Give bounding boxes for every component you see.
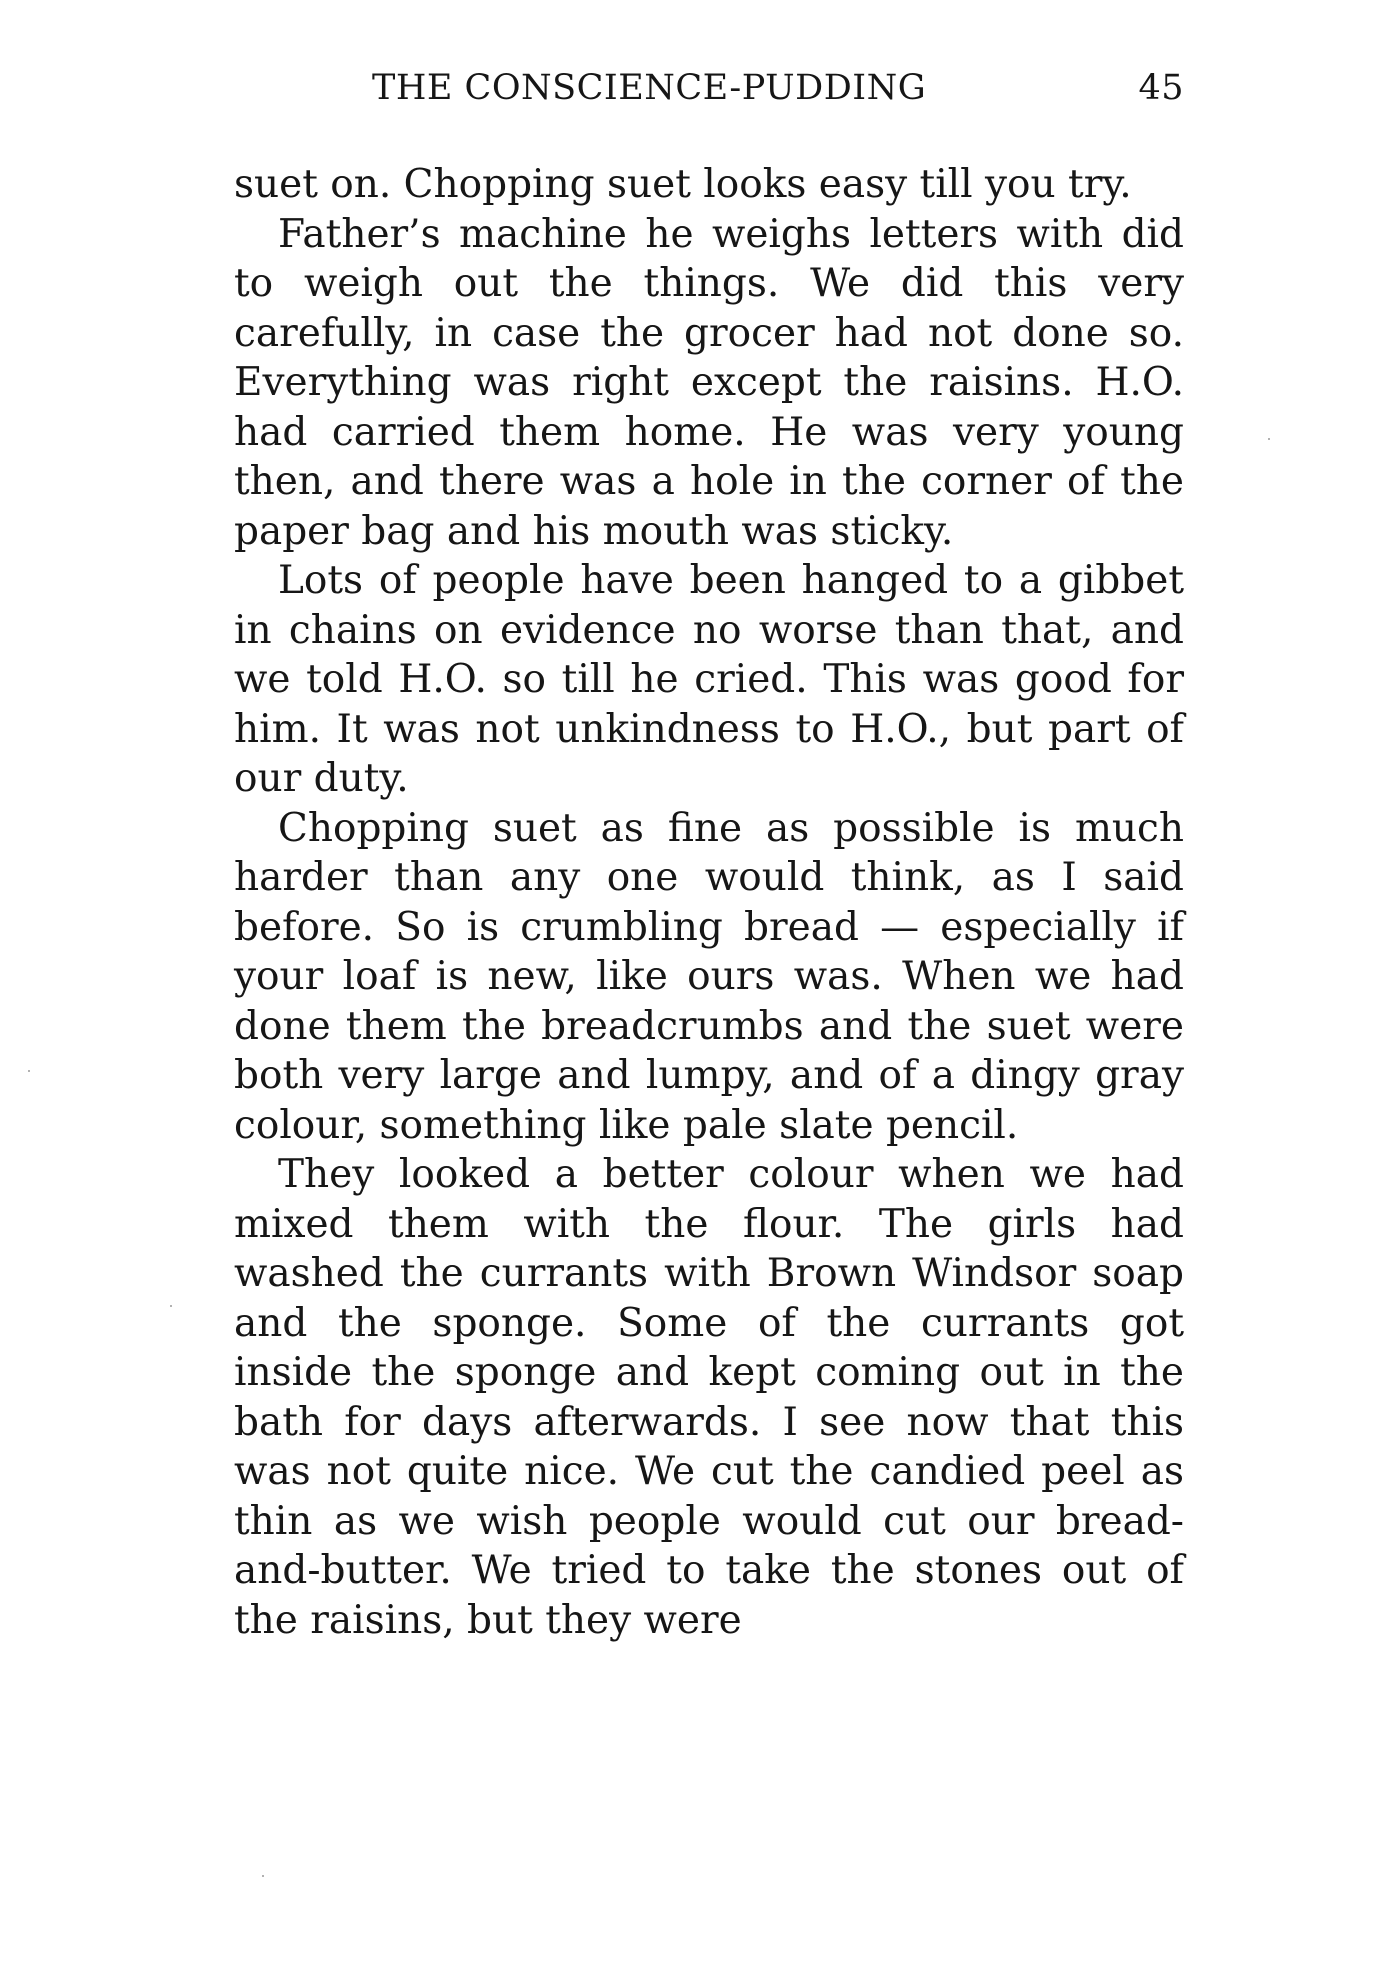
paper-speck — [170, 1305, 172, 1307]
page-number: 45 — [1138, 68, 1184, 108]
paragraph: They looked a better colour when we had mixed them with the flour. The girls had washed the currants with Brown Windsor soap and the sponge. Some of the currants got inside the sponge and kept coming out in the bath for days afterwards. I see now that this was not quite nice. We cut the candied peel as thin as we wish people would cut our bread-and-butter. We tried to take the stones out of the raisins, but they were — [234, 1152, 1184, 1643]
running-title: THE CONSCIENCE-PUDDING — [372, 68, 927, 108]
paragraph-continuation: suet on. Chopping suet looks easy till you try. — [234, 162, 1132, 207]
paper-speck — [262, 1875, 264, 1877]
paragraph: Chopping suet as fine as possible is much harder than any one would think, as I said before. So is crumbling bread — especially if your loaf is new, like ours was. When we had done them the breadcrumbs and the suet were both very large and lumpy, and of a dingy gray colour, something like pale slate pencil. — [234, 805, 1184, 1148]
paragraph: Father’s machine he weighs letters with did to weigh out the things. We did this very carefully, in case the grocer had not done so. Everything was right except the raisins. H.O. had carried them home. He was very young then, and there was a hole in the corner of the paper bag and his mouth was sticky. — [234, 211, 1184, 554]
running-head — [372, 62, 1184, 114]
paragraph: Lots of people have been hanged to a gibbet in chains on evidence no worse than that, and we told H.O. so till he cried. This was good for him. It was not unkindness to H.O., but part of our duty. — [234, 558, 1184, 801]
body-text — [234, 160, 1184, 1645]
paper-speck — [1268, 438, 1270, 440]
paper-speck — [28, 1070, 30, 1072]
